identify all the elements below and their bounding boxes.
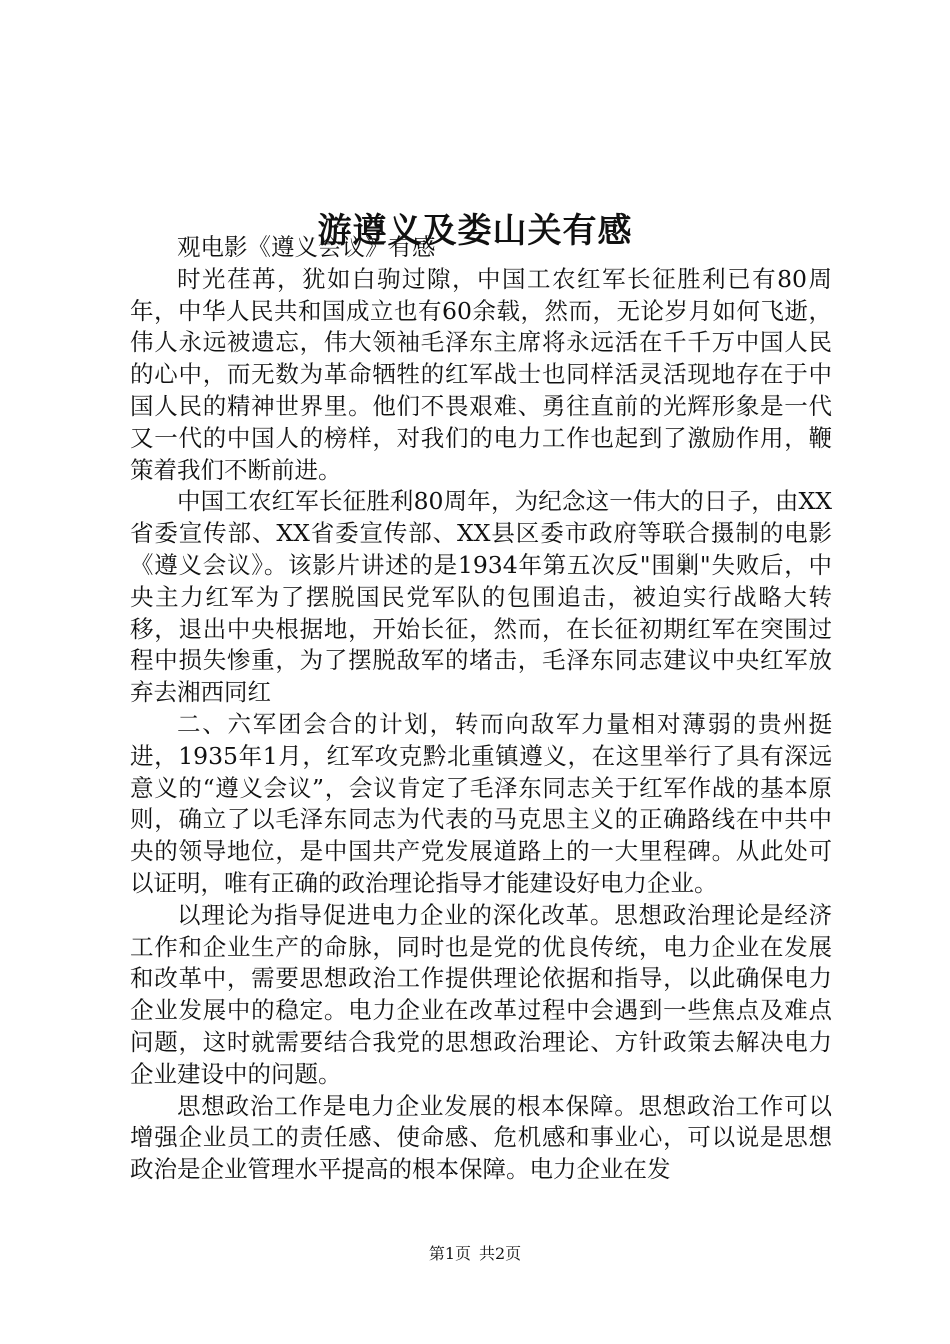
paragraph-1: 时光荏苒，犹如白驹过隙，中国工农红军长征胜利已有80周年，中华人民共和国成立也有60余载，然而，无论岁月如何飞逝，伟人永远被遗忘，伟大领袖毛泽东主席将永远活在千千万中国人民的心中，而无数为革命牺牲的红军战士也同样活灵活现地存在于中国人民的精神世界里。他们不畏艰难、勇往直前的光辉形象是一代又一代的中国人的榜样，对我们的电力工作也起到了激励作用，鞭策着我们不断前进。: [130, 264, 832, 484]
page-total: 共2页: [479, 1244, 522, 1263]
document-title: 游遵义及娄山关有感: [317, 210, 633, 251]
document-body: [130, 232, 832, 1186]
paragraph-subtitle: 观电影《遵义会议》有感: [177, 233, 436, 261]
paragraph-2: 中国工农红军长征胜利80周年，为纪念这一伟大的日子，由XX省委宣传部、XX省委宣传部、XX县区委市政府等联合摄制的电影《遵义会议》。该影片讲述的是1934年第五次反"围剿"失败后，中央主力红军为了摆脱国民党军队的包围追击，被迫实行战略大转移，退出中央根据地，开始长征，然而，在长征初期红军在突围过程中损失惨重，为了摆脱敌军的堵击，毛泽东同志建议中央红军放弃去湘西同红: [130, 487, 832, 707]
paragraph-4: 以理论为指导促进电力企业的深化改革。思想政治理论是经济工作和企业生产的命脉，同时也是党的优良传统，电力企业在发展和改革中，需要思想政治工作提供理论依据和指导，以此确保电力企业发展中的稳定。电力企业在改革过程中会遇到一些焦点及难点问题，这时就需要结合我党的思想政治理论、方针政策去解决电力企业建设中的问题。: [130, 900, 832, 1088]
paragraph-3: 二、六军团会合的计划，转而向敌军力量相对薄弱的贵州挺进，1935年1月，红军攻克黔北重镇遵义，在这里举行了具有深远意义的“遵义会议”，会议肯定了毛泽东同志关于红军作战的基本原则，确立了以毛泽东同志为代表的马克思主义的正确路线在中共中央的领导地位，是中国共产党发展道路上的一大里程碑。从此处可以证明，唯有正确的政治理论指导才能建设好电力企业。: [130, 709, 832, 897]
page-footer: [0, 1242, 950, 1266]
paragraph-5: 思想政治工作是电力企业发展的根本保障。思想政治工作可以增强企业员工的责任感、使命感、危机感和事业心，可以说是思想政治是企业管理水平提高的根本保障。电力企业在发: [130, 1091, 832, 1184]
page-number: 第1页: [428, 1244, 471, 1263]
